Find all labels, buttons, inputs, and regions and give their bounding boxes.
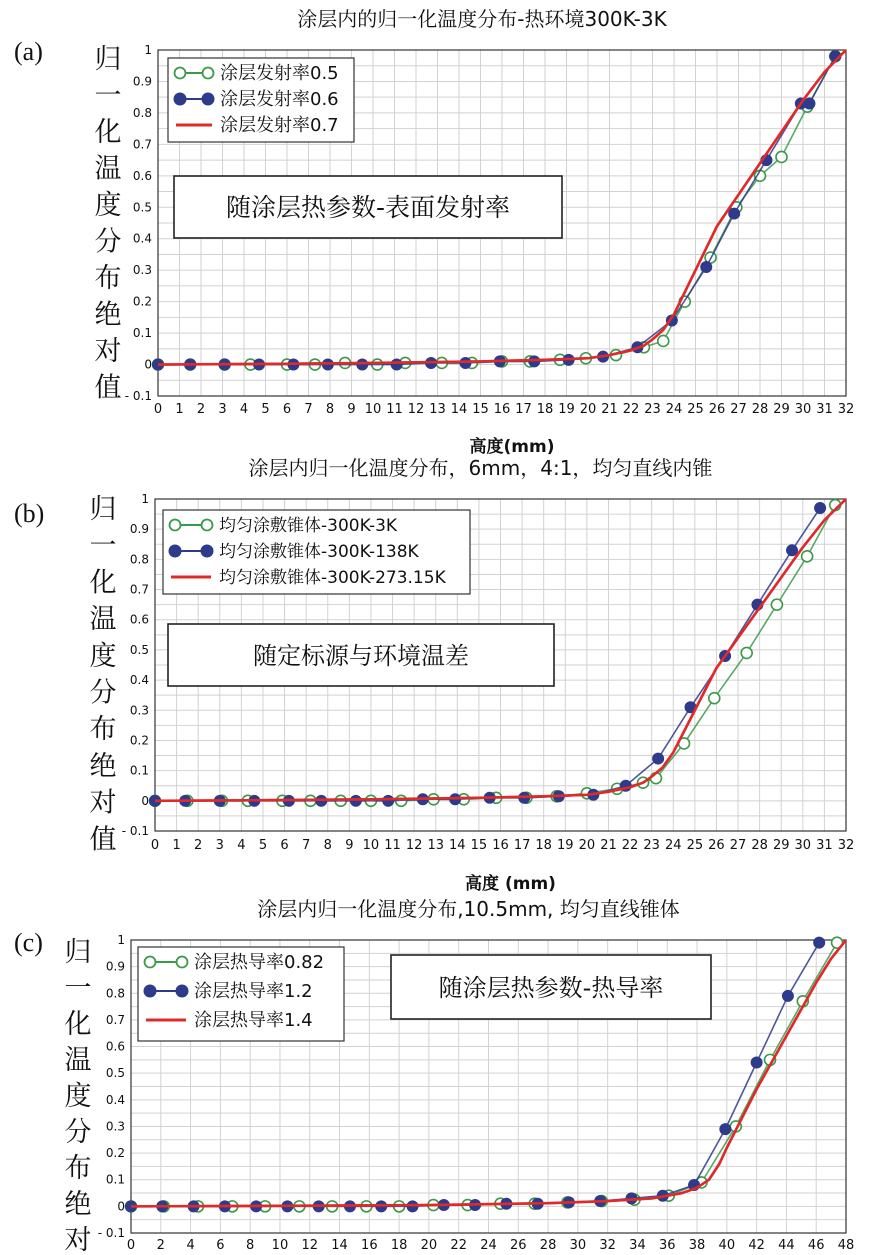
x-tick-label: 27	[730, 402, 747, 417]
data-point	[350, 795, 361, 806]
panel-label: (a)	[14, 37, 43, 66]
x-tick-label: 13	[429, 402, 446, 417]
x-tick-label: 1	[175, 402, 184, 417]
x-tick-label: 30	[794, 402, 812, 417]
x-tick-label: 3	[215, 838, 224, 853]
x-tick-label: 0	[126, 1238, 136, 1253]
x-tick-label: 30	[794, 838, 812, 853]
data-point	[729, 208, 740, 219]
data-point	[815, 503, 826, 514]
data-point	[802, 551, 813, 562]
y-tick-label: 0.3	[129, 703, 149, 718]
y-tick-label: 0.2	[132, 294, 152, 309]
x-tick-label: 4	[237, 838, 246, 853]
x-tick-label: 25	[686, 838, 704, 853]
legend-marker	[203, 68, 214, 79]
y-tick-label: 1	[141, 492, 149, 506]
data-point	[653, 753, 664, 764]
data-point	[391, 359, 402, 370]
x-tick-label: 20	[578, 838, 596, 853]
x-tick-label: 24	[480, 1238, 497, 1253]
y-tick-label: 0.8	[105, 986, 125, 1001]
legend-label: 涂层热导率1.4	[194, 1010, 313, 1031]
y-tick-label: 1	[117, 933, 125, 947]
x-tick-label: 32	[837, 838, 855, 853]
data-point	[709, 693, 720, 704]
x-tick-label: 7	[304, 402, 313, 417]
x-tick-label: 17	[513, 838, 531, 853]
x-tick-label: 29	[772, 838, 790, 853]
legend	[168, 58, 354, 142]
legend-marker	[175, 68, 186, 79]
x-axis-label: 高度 (mm)	[465, 874, 556, 894]
x-tick-label: 32	[837, 402, 855, 417]
y-tick-label: 0.7	[132, 137, 152, 152]
x-tick-label: 5	[261, 402, 270, 417]
x-tick-label: 10	[362, 838, 380, 853]
x-tick-label: 26	[510, 1238, 527, 1253]
data-point	[357, 359, 368, 370]
data-point	[720, 1124, 731, 1135]
annotation-text: 随涂层热参数-热导率	[438, 974, 664, 1002]
x-tick-label: 32	[599, 1238, 616, 1253]
y-tick-label: 0.9	[105, 959, 125, 974]
x-tick-label: 34	[629, 1238, 646, 1253]
x-tick-label: 22	[622, 402, 640, 417]
x-tick-label: 10	[364, 402, 382, 417]
legend-label: 均匀涂敷锥体-300K-273.15K	[219, 568, 446, 588]
data-point	[701, 262, 712, 273]
y-tick-label: - 0.1	[124, 389, 152, 403]
x-tick-label: 1	[172, 838, 181, 853]
y-tick-label: 0.2	[105, 1146, 125, 1161]
y-tick-label: 0.2	[129, 733, 149, 748]
legend-marker	[202, 93, 215, 106]
y-axis-label: 归一化温度分布绝对值	[94, 44, 122, 404]
x-tick-label: 22	[450, 1238, 467, 1253]
legend-marker	[144, 985, 157, 998]
x-tick-label: 11	[384, 838, 401, 853]
y-tick-label: 0.6	[105, 1039, 125, 1054]
legend-marker	[176, 985, 189, 998]
x-tick-label: 12	[407, 402, 425, 417]
legend-marker	[202, 520, 213, 531]
x-tick-label: 26	[708, 402, 726, 417]
y-tick-label: 0.1	[105, 1172, 125, 1187]
x-tick-label: 31	[816, 838, 833, 853]
x-tick-label: 21	[601, 402, 618, 417]
x-axis-label: 高度(mm)	[469, 437, 555, 457]
y-tick-label: 0.6	[129, 612, 149, 627]
x-tick-label: 24	[665, 402, 683, 417]
legend-label: 均匀涂敷锥体-300K-3K	[219, 516, 398, 536]
x-tick-label: 25	[687, 402, 704, 417]
x-tick-label: 8	[325, 402, 335, 417]
x-tick-label: 42	[748, 1238, 765, 1253]
x-tick-label: 14	[331, 1238, 348, 1253]
chart-title: 涂层内归一化温度分布,10.5mm, 均匀直线锥体	[257, 897, 680, 921]
x-tick-label: 10	[271, 1238, 289, 1253]
x-tick-label: 28	[751, 402, 769, 417]
x-tick-label: 8	[323, 838, 332, 853]
legend	[163, 510, 470, 594]
y-tick-label: 1	[144, 43, 152, 57]
x-tick-label: 19	[558, 402, 575, 417]
y-tick-label: 0.4	[105, 1092, 125, 1107]
x-tick-label: 36	[658, 1238, 676, 1253]
data-point	[658, 335, 669, 346]
x-tick-label: 15	[470, 838, 488, 853]
annotation-text: 随定标源与环境温差	[253, 642, 469, 670]
x-tick-label: 17	[515, 402, 532, 417]
x-tick-label: 7	[302, 838, 311, 853]
x-tick-label: 22	[621, 838, 639, 853]
legend-marker	[145, 957, 156, 968]
data-point	[751, 1057, 762, 1068]
data-point	[741, 647, 752, 658]
y-tick-label: 0.4	[132, 231, 152, 246]
x-tick-label: 12	[405, 838, 423, 853]
data-point	[771, 599, 782, 610]
y-tick-label: 0.4	[129, 673, 149, 688]
x-tick-label: 3	[218, 402, 227, 417]
y-tick-label: 0.9	[129, 522, 149, 537]
x-tick-label: 19	[557, 838, 574, 853]
legend-label: 涂层发射率0.7	[220, 115, 339, 136]
data-point	[787, 545, 798, 556]
x-tick-label: 8	[246, 1238, 255, 1253]
legend-marker	[170, 520, 181, 531]
legend-marker	[177, 957, 188, 968]
x-tick-label: 28	[751, 838, 768, 853]
x-tick-label: 26	[708, 838, 725, 853]
y-tick-label: 0.1	[132, 326, 152, 341]
y-tick-label: 0	[141, 793, 149, 808]
y-axis-label: 归一化温度分布绝对值	[89, 494, 117, 856]
x-tick-label: 12	[301, 1238, 319, 1253]
x-tick-label: 14	[450, 402, 468, 417]
x-tick-label: 21	[600, 838, 617, 853]
x-tick-label: 16	[361, 1238, 378, 1253]
y-tick-label: 0.8	[132, 105, 152, 120]
x-tick-label: 15	[472, 402, 489, 417]
x-tick-label: 9	[345, 838, 354, 853]
y-tick-label: 0.1	[129, 763, 149, 778]
chart-panel-a	[0, 0, 874, 457]
legend-marker	[174, 93, 187, 106]
legend-label: 涂层发射率0.6	[220, 89, 339, 110]
x-tick-label: 46	[807, 1238, 825, 1253]
data-point	[776, 151, 787, 162]
y-tick-label: 0.5	[129, 642, 149, 657]
x-tick-label: 18	[390, 1238, 408, 1253]
x-tick-label: 27	[729, 838, 747, 853]
y-tick-label: 0.5	[105, 1066, 125, 1081]
legend-marker	[201, 545, 214, 558]
x-tick-label: 18	[536, 402, 554, 417]
y-tick-label: 0.7	[129, 582, 149, 597]
x-tick-label: 4	[239, 402, 249, 417]
x-tick-label: 11	[386, 402, 403, 417]
data-point	[814, 937, 825, 948]
x-tick-label: 20	[420, 1238, 438, 1253]
x-tick-label: 48	[837, 1238, 855, 1253]
x-tick-label: 23	[643, 838, 660, 853]
x-tick-label: 6	[216, 1238, 225, 1253]
y-tick-label: 0.7	[105, 1012, 125, 1027]
chart-title: 涂层内的归一化温度分布-热环境300K-3K	[297, 7, 667, 31]
y-tick-label: 0.9	[132, 74, 152, 89]
x-tick-label: 28	[539, 1238, 557, 1253]
y-tick-label: - 0.1	[121, 824, 149, 838]
y-tick-label: 0.3	[132, 263, 152, 278]
legend-label: 涂层发射率0.5	[220, 63, 339, 84]
x-tick-label: 24	[664, 838, 682, 853]
x-tick-label: 2	[156, 1238, 165, 1253]
x-tick-label: 38	[688, 1238, 706, 1253]
y-tick-label: 0.8	[129, 552, 149, 567]
data-point	[782, 990, 793, 1001]
x-tick-label: 13	[427, 838, 444, 853]
x-tick-label: 2	[196, 402, 206, 417]
x-tick-label: 44	[778, 1238, 795, 1253]
y-tick-label: 0.3	[105, 1119, 125, 1134]
panel-label: (c)	[14, 928, 43, 957]
annotation-text: 随涂层热参数-表面发射率	[225, 193, 511, 222]
chart-panel-b	[0, 438, 874, 894]
x-tick-label: 16	[493, 402, 511, 417]
x-tick-label: 16	[492, 838, 509, 853]
y-tick-label: 0	[117, 1199, 125, 1214]
x-tick-label: 31	[816, 402, 833, 417]
chart-title: 涂层内归一化温度分布，6mm，4:1，均匀直线内锥	[248, 456, 713, 480]
legend-label: 涂层热导率0.82	[194, 952, 325, 973]
legend-marker	[169, 545, 182, 558]
x-tick-label: 40	[718, 1238, 736, 1253]
panel-label: (b)	[14, 499, 45, 528]
x-tick-label: 0	[150, 838, 160, 853]
data-point	[804, 98, 815, 109]
y-tick-label: - 0.1	[97, 1226, 125, 1240]
x-tick-label: 29	[773, 402, 790, 417]
x-tick-label: 18	[535, 838, 552, 853]
x-tick-label: 9	[347, 402, 356, 417]
x-tick-label: 6	[282, 402, 292, 417]
x-tick-label: 20	[579, 402, 597, 417]
y-axis-label: 归一化温度分布绝对	[64, 937, 92, 1255]
x-tick-label: 6	[280, 838, 289, 853]
legend-label: 均匀涂敷锥体-300K-138K	[219, 542, 419, 562]
y-tick-label: 0.5	[132, 200, 152, 215]
x-tick-label: 0	[153, 402, 163, 417]
y-tick-label: 0	[144, 357, 152, 372]
x-tick-label: 2	[194, 838, 203, 853]
y-tick-label: 0.6	[132, 168, 152, 183]
chart-panel-c	[0, 883, 874, 1255]
x-tick-label: 4	[186, 1238, 195, 1253]
legend-label: 涂层热导率1.2	[194, 981, 313, 1002]
legend	[138, 947, 344, 1041]
x-tick-label: 30	[569, 1238, 587, 1253]
x-tick-label: 14	[449, 838, 466, 853]
x-tick-label: 23	[644, 402, 661, 417]
x-tick-label: 5	[258, 838, 268, 853]
data-point	[383, 795, 394, 806]
